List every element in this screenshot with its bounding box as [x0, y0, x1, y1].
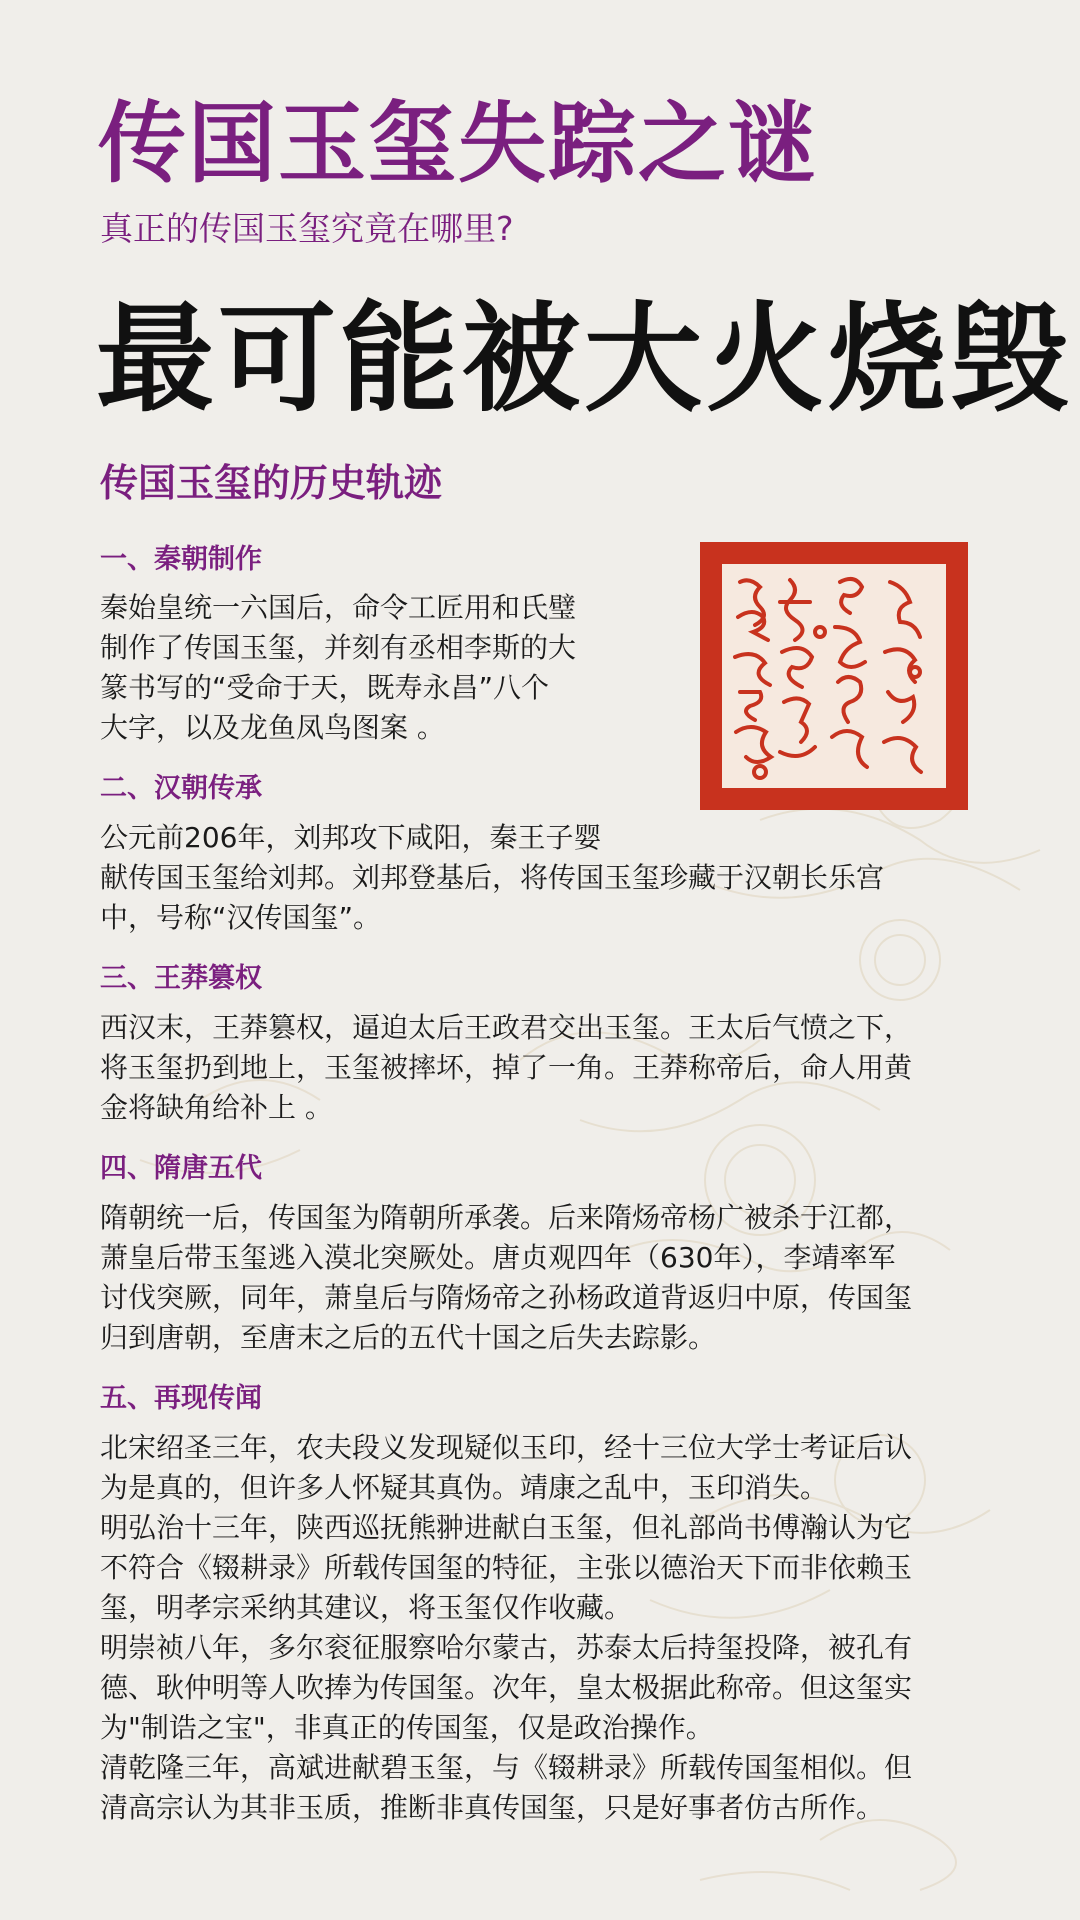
section-line: 明崇祯八年，多尔衮征服察哈尔蒙古，苏泰太后持玺投降，被孔有 [100, 1631, 913, 1664]
section-line: 献传国玉玺给刘邦。刘邦登基后，将传国玉玺珍藏于汉朝长乐宫 [100, 861, 885, 894]
section-line: 清高宗认为其非玉质，推断非真传国玺，只是好事者仿古所作。 [100, 1791, 885, 1824]
page-subtitle: 真正的传国玉玺究竟在哪里? [100, 209, 514, 248]
section-line: 归到唐朝，至唐末之后的五代十国之后失去踪影。 [100, 1321, 717, 1354]
section-line: 德、耿仲明等人吹捧为传国玺。次年，皇太极据此称帝。但这玺实 [100, 1671, 913, 1704]
section-body-reappearance [100, 1428, 980, 1828]
section-body-wangmang [100, 1008, 980, 1128]
section-line: 清乾隆三年，高斌进献碧玉玺，与《辍耕录》所载传国玺相似。但 [100, 1751, 913, 1784]
section-line: 不符合《辍耕录》所载传国玺的特征，主张以德治天下而非依赖玉 [100, 1551, 913, 1584]
history-heading: 传国玉玺的历史轨迹 [100, 461, 443, 505]
section-line: 为"制诰之宝"，非真正的传国玺，仅是政治操作。 [100, 1711, 714, 1744]
section-line: 萧皇后带玉玺逃入漠北突厥处。唐贞观四年（630年），李靖率军 [100, 1241, 896, 1274]
red-seal-stamp-icon [700, 542, 968, 810]
section-heading-wangmang: 三、王莽篡权 [100, 963, 262, 994]
page-title: 传国玉玺失踪之谜 [98, 92, 819, 195]
section-line: 秦始皇统一六国后，命令工匠用和氏璧 [100, 591, 577, 624]
section-line: 玺，明孝宗采纳其建议，将玉玺仅作收藏。 [100, 1591, 633, 1624]
section-line: 为是真的，但许多人怀疑其真伪。靖康之乱中，玉印消失。 [100, 1471, 829, 1504]
section-line: 隋朝统一后，传国玺为隋朝所承袭。后来隋炀帝杨广被杀于江都， [100, 1201, 913, 1234]
section-line: 北宋绍圣三年，农夫段义发现疑似玉印，经十三位大学士考证后认 [100, 1431, 913, 1464]
section-line: 大字，以及龙鱼凤鸟图案 。 [100, 711, 445, 744]
section-line: 制作了传国玉玺，并刻有丞相李斯的大 [100, 631, 577, 664]
section-line: 讨伐突厥，同年，萧皇后与隋炀帝之孙杨政道背返归中原，传国玺 [100, 1281, 913, 1314]
section-line: 篆书写的“受命于天，既寿永昌”八个 [100, 671, 550, 704]
section-heading-han: 二、汉朝传承 [100, 773, 262, 804]
section-heading-reappearance: 五、再现传闻 [100, 1383, 262, 1414]
section-line: 中，号称“汉传国玺”。 [100, 901, 382, 934]
section-line: 金将缺角给补上 。 [100, 1091, 333, 1124]
section-body-qin [100, 588, 660, 748]
section-line: 公元前206年，刘邦攻下咸阳，秦王子婴 [100, 821, 602, 854]
section-heading-qin: 一、秦朝制作 [100, 544, 262, 575]
section-heading-suitang: 四、隋唐五代 [100, 1153, 262, 1184]
section-line: 将玉玺扔到地上，玉玺被摔坏，掉了一角。王莽称帝后，命人用黄 [100, 1051, 913, 1084]
section-line: 西汉末，王莽篡权，逼迫太后王政君交出玉玺。王太后气愤之下， [100, 1011, 913, 1044]
section-body-suitang [100, 1198, 980, 1358]
section-line: 明弘治十三年，陕西巡抚熊翀进献白玉玺，但礼部尚书傅瀚认为它 [100, 1511, 913, 1544]
headline: 最可能被大火烧毁 [96, 290, 1073, 428]
section-body-han [100, 818, 980, 938]
